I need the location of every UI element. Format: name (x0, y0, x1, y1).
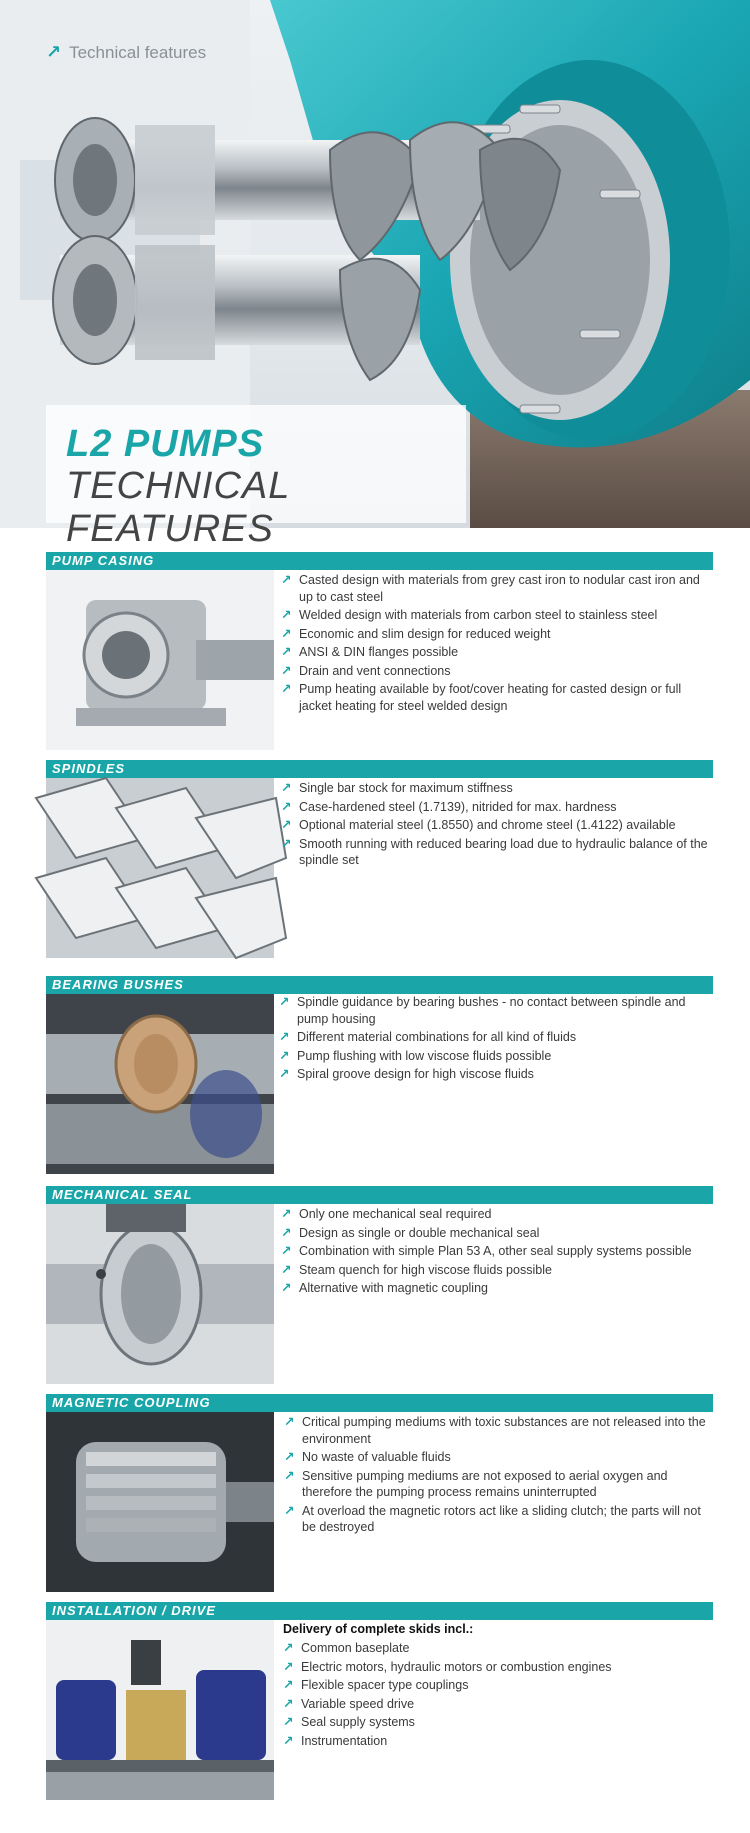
arrow-up-right-icon: ↗ (281, 818, 292, 832)
list-item: ↗ Economic and slim design for reduced weight (281, 626, 551, 641)
list-item: ↗ Sensitive pumping mediums are not exposed to aerial oxygen and therefore the pumping process remains uninterrupted (284, 1468, 668, 1499)
section-title: INSTALLATION / DRIVE (46, 1602, 713, 1620)
section-magnetic-coupling (46, 1394, 713, 1534)
list-item: ↗ Spiral groove design for high viscose fluids (279, 1067, 534, 1081)
breadcrumb-label: Technical features (69, 42, 207, 62)
spindles-image (46, 778, 274, 958)
page-subtitle: TECHNICAL FEATURES (66, 465, 290, 550)
arrow-up-right-icon: ↗ (281, 626, 292, 641)
pump-casing-image (46, 570, 274, 750)
list-item: ↗ ANSI & DIN flanges possible (281, 645, 459, 659)
list-item: ↗ Flexible spacer type couplings (283, 1678, 469, 1692)
list-item: ↗ At overload the magnetic rotors act like a sliding clutch; the parts will not be destroyed (284, 1503, 701, 1534)
list-item: ↗ No waste of valuable fluids (284, 1450, 451, 1464)
list-item: ↗ Steam quench for high viscose fluids possible (281, 1262, 552, 1277)
list-item: ↗ Electric motors, hydraulic motors or combustion engines (283, 1659, 612, 1674)
arrow-up-right-icon: ↗ (281, 1225, 292, 1240)
mechanical-seal-image (46, 1204, 274, 1384)
bearing-bushes-image (46, 994, 274, 1174)
list-item: ↗ Seal supply systems (283, 1715, 415, 1729)
arrow-up-right-icon: ↗ (283, 1696, 294, 1711)
list-item: ↗ Common baseplate (283, 1641, 410, 1655)
list-item: ↗ Smooth running with reduced bearing load due to hydraulic balance of the spindle set (281, 836, 708, 867)
arrow-up-right-icon: ↗ (281, 781, 292, 795)
section-pump-casing (46, 552, 713, 713)
arrow-up-right-icon: ↗ (284, 1468, 295, 1483)
list-item: ↗ Design as single or double mechanical seal (281, 1225, 540, 1240)
mechanical-seal-list (281, 1206, 711, 1299)
list-item: ↗ Casted design with materials from grey cast iron to nodular cast iron and up to cast steel (281, 573, 700, 604)
magnetic-coupling-image (46, 1412, 274, 1592)
arrow-up-right-icon: ↗ (281, 836, 292, 851)
list-item: ↗ Different material combinations for all kind of fluids (279, 1030, 577, 1044)
list-item: ↗ Instrumentation (283, 1733, 388, 1748)
arrow-up-right-icon: ↗ (281, 663, 292, 678)
arrow-up-right-icon: ↗ (284, 1503, 295, 1518)
breadcrumb[interactable] (46, 42, 206, 63)
skid-delivery-lead: Delivery of complete skids incl.: (283, 1622, 474, 1636)
installation-drive-list (283, 1640, 713, 1751)
arrow-up-right-icon: ↗ (279, 995, 290, 1009)
list-item: ↗ Optional material steel (1.8550) and chrome steel (1.4122) available (281, 818, 676, 832)
arrow-up-right-icon: ↗ (281, 573, 292, 587)
list-item: ↗ Drain and vent connections (281, 663, 451, 678)
list-item: ↗ Only one mechanical seal required (281, 1207, 492, 1221)
arrow-up-right-icon: ↗ (281, 1281, 292, 1295)
arrow-up-right-icon: ↗ (279, 1067, 290, 1081)
arrow-up-right-icon: ↗ (283, 1659, 294, 1674)
list-item: ↗ Combination with simple Plan 53 A, other seal supply systems possible (281, 1244, 692, 1258)
hero-banner (0, 0, 750, 550)
spindles-list (281, 780, 711, 871)
arrow-up-right-icon: ↗ (281, 1244, 292, 1258)
section-title: SPINDLES (46, 760, 713, 778)
pump-casing-list (281, 572, 711, 716)
arrow-up-right-icon: ↗ (279, 1030, 290, 1044)
list-item: ↗ Spindle guidance by bearing bushes - no contact between spindle and pump housing (279, 995, 686, 1026)
section-title: MAGNETIC COUPLING (46, 1394, 713, 1412)
arrow-up-right-icon: ↗ (279, 1048, 290, 1063)
list-item: ↗ Alternative with magnetic coupling (281, 1281, 488, 1295)
section-title: PUMP CASING (46, 552, 713, 570)
arrow-up-right-icon: ↗ (281, 608, 292, 622)
arrow-up-right-icon: ↗ (284, 1450, 295, 1464)
magnetic-coupling-list (284, 1414, 714, 1538)
arrow-up-right-icon: ↗ (281, 799, 292, 814)
installation-drive-image (46, 1620, 274, 1800)
arrow-up-right-icon: ↗ (283, 1641, 294, 1655)
list-item: ↗ Single bar stock for maximum stiffness (281, 781, 513, 795)
arrow-up-right-icon: ↗ (283, 1678, 294, 1692)
section-bearing-bushes (46, 976, 713, 1081)
arrow-up-right-icon: ↗ (46, 42, 62, 62)
list-item: ↗ Pump flushing with low viscose fluids possible (279, 1048, 552, 1063)
section-installation-drive (46, 1602, 713, 1748)
bearing-bushes-list (279, 994, 709, 1085)
arrow-up-right-icon: ↗ (281, 1207, 292, 1221)
list-item: ↗ Case-hardened steel (1.7139), nitrided for max. hardness (281, 799, 617, 814)
section-spindles (46, 760, 713, 867)
arrow-up-right-icon: ↗ (284, 1415, 295, 1429)
list-item: ↗ Variable speed drive (283, 1696, 415, 1711)
arrow-up-right-icon: ↗ (281, 1262, 292, 1277)
section-mechanical-seal (46, 1186, 713, 1295)
arrow-up-right-icon: ↗ (281, 645, 292, 659)
arrow-up-right-icon: ↗ (281, 682, 292, 696)
arrow-up-right-icon: ↗ (283, 1733, 294, 1748)
section-title: BEARING BUSHES (46, 976, 713, 994)
hero-title-box (46, 405, 466, 550)
list-item: ↗ Welded design with materials from carbon steel to stainless steel (281, 608, 658, 622)
list-item: ↗ Pump heating available by foot/cover heating for casted design or full jacket heating for steel welded design (281, 682, 682, 713)
page-title: L2 PUMPS (66, 423, 265, 465)
section-title: MECHANICAL SEAL (46, 1186, 713, 1204)
arrow-up-right-icon: ↗ (283, 1715, 294, 1729)
list-item: ↗ Critical pumping mediums with toxic substances are not released into the environment (284, 1415, 706, 1446)
